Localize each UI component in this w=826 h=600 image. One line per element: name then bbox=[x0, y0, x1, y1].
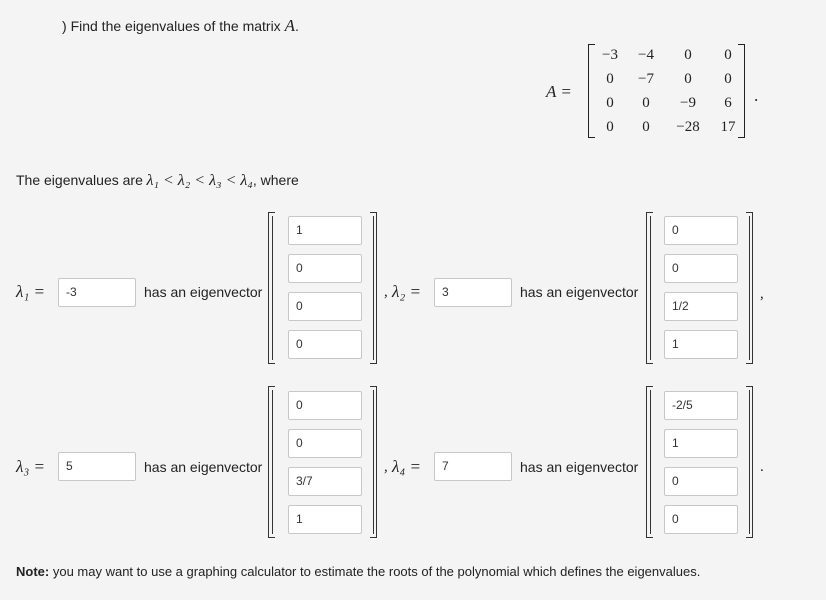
matrix-symbol: A bbox=[284, 16, 295, 35]
matrix-cell: 0 bbox=[724, 71, 732, 87]
vector4-entry-2[interactable]: 1 bbox=[664, 429, 738, 458]
matrix-cell: 6 bbox=[724, 95, 732, 111]
vector3-entry-1[interactable]: 0 bbox=[288, 391, 362, 420]
matrix-cell: −7 bbox=[638, 71, 654, 87]
matrix-cell: 17 bbox=[720, 119, 736, 135]
lambda2-phrase: has an eigenvector bbox=[520, 284, 639, 300]
vector2-entry-3[interactable]: 1/2 bbox=[664, 292, 738, 321]
matrix-cell: −9 bbox=[680, 95, 696, 111]
vector1-left-inner-line bbox=[272, 216, 273, 360]
vector4-right-inner-line bbox=[749, 390, 750, 534]
vector1-entry-2[interactable]: 0 bbox=[288, 254, 362, 283]
lambda2-label: λ₂ = bbox=[392, 282, 421, 301]
lambda4-input[interactable]: 7 bbox=[434, 452, 512, 481]
lambda1-phrase: has an eigenvector bbox=[144, 284, 263, 300]
vector2-left-inner-line bbox=[650, 216, 651, 360]
note-label: Note: bbox=[16, 564, 50, 579]
matrix-cell: 0 bbox=[606, 95, 614, 111]
question-title bbox=[62, 16, 299, 36]
vector1-entry-4[interactable]: 0 bbox=[288, 330, 362, 359]
lambda3-phrase: has an eigenvector bbox=[144, 459, 263, 475]
vector3-right-inner-line bbox=[373, 390, 374, 534]
eigenvalues-intro bbox=[16, 172, 299, 190]
lambda4-label: λ₄ = bbox=[392, 457, 421, 476]
question-text: Find the eigenvalues of the matrix bbox=[70, 18, 281, 34]
vector3-entry-2[interactable]: 0 bbox=[288, 429, 362, 458]
matrix-cell: −28 bbox=[676, 119, 700, 135]
matrix-cell: −3 bbox=[602, 47, 618, 63]
lambda1-input[interactable]: -3 bbox=[58, 278, 136, 307]
separator-comma: , bbox=[760, 286, 764, 302]
matrix-cell: 0 bbox=[684, 47, 692, 63]
matrix-cell: 0 bbox=[606, 71, 614, 87]
separator-comma: , bbox=[384, 459, 388, 475]
matrix-cell: −4 bbox=[638, 47, 654, 63]
intro-relation: λ₁ < λ₂ < λ₃ < λ₄ bbox=[146, 172, 253, 189]
matrix-cell: 0 bbox=[684, 71, 692, 87]
matrix-label: A = bbox=[546, 82, 572, 101]
lambda3-label: λ₃ = bbox=[16, 457, 45, 476]
lambda3-input[interactable]: 5 bbox=[58, 452, 136, 481]
vector1-entry-3[interactable]: 0 bbox=[288, 292, 362, 321]
lambda1-label: λ₁ = bbox=[16, 282, 45, 301]
lambda4-phrase: has an eigenvector bbox=[520, 459, 639, 475]
matrix-trailing-period: . bbox=[754, 86, 759, 105]
question-prefix: ) bbox=[62, 18, 67, 34]
vector4-entry-4[interactable]: 0 bbox=[664, 505, 738, 534]
vector4-left-inner-line bbox=[650, 390, 651, 534]
vector4-entry-1[interactable]: -2/5 bbox=[664, 391, 738, 420]
matrix-cell: 0 bbox=[606, 119, 614, 135]
vector2-entry-2[interactable]: 0 bbox=[664, 254, 738, 283]
vector2-entry-1[interactable]: 0 bbox=[664, 216, 738, 245]
matrix-cell: 0 bbox=[642, 119, 650, 135]
vector1-entry-1[interactable]: 1 bbox=[288, 216, 362, 245]
vector3-entry-3[interactable]: 3/7 bbox=[288, 467, 362, 496]
vector3-left-inner-line bbox=[272, 390, 273, 534]
vector4-entry-3[interactable]: 0 bbox=[664, 467, 738, 496]
vector3-entry-4[interactable]: 1 bbox=[288, 505, 362, 534]
note-text: you may want to use a graphing calculator to estimate the roots of the polynomial which defines the eigenvalues. bbox=[52, 564, 701, 579]
question-period: . bbox=[294, 18, 299, 34]
intro-text: The eigenvalues are bbox=[16, 172, 143, 188]
intro-suffix: , where bbox=[252, 172, 299, 188]
matrix-cell: 0 bbox=[642, 95, 650, 111]
vector2-right-inner-line bbox=[749, 216, 750, 360]
lambda2-input[interactable]: 3 bbox=[434, 278, 512, 307]
matrix-cell: 0 bbox=[724, 47, 732, 63]
separator-comma: , bbox=[384, 284, 388, 300]
vector2-entry-4[interactable]: 1 bbox=[664, 330, 738, 359]
vector1-right-inner-line bbox=[373, 216, 374, 360]
note bbox=[16, 564, 700, 579]
trailing-period: . bbox=[760, 459, 764, 475]
